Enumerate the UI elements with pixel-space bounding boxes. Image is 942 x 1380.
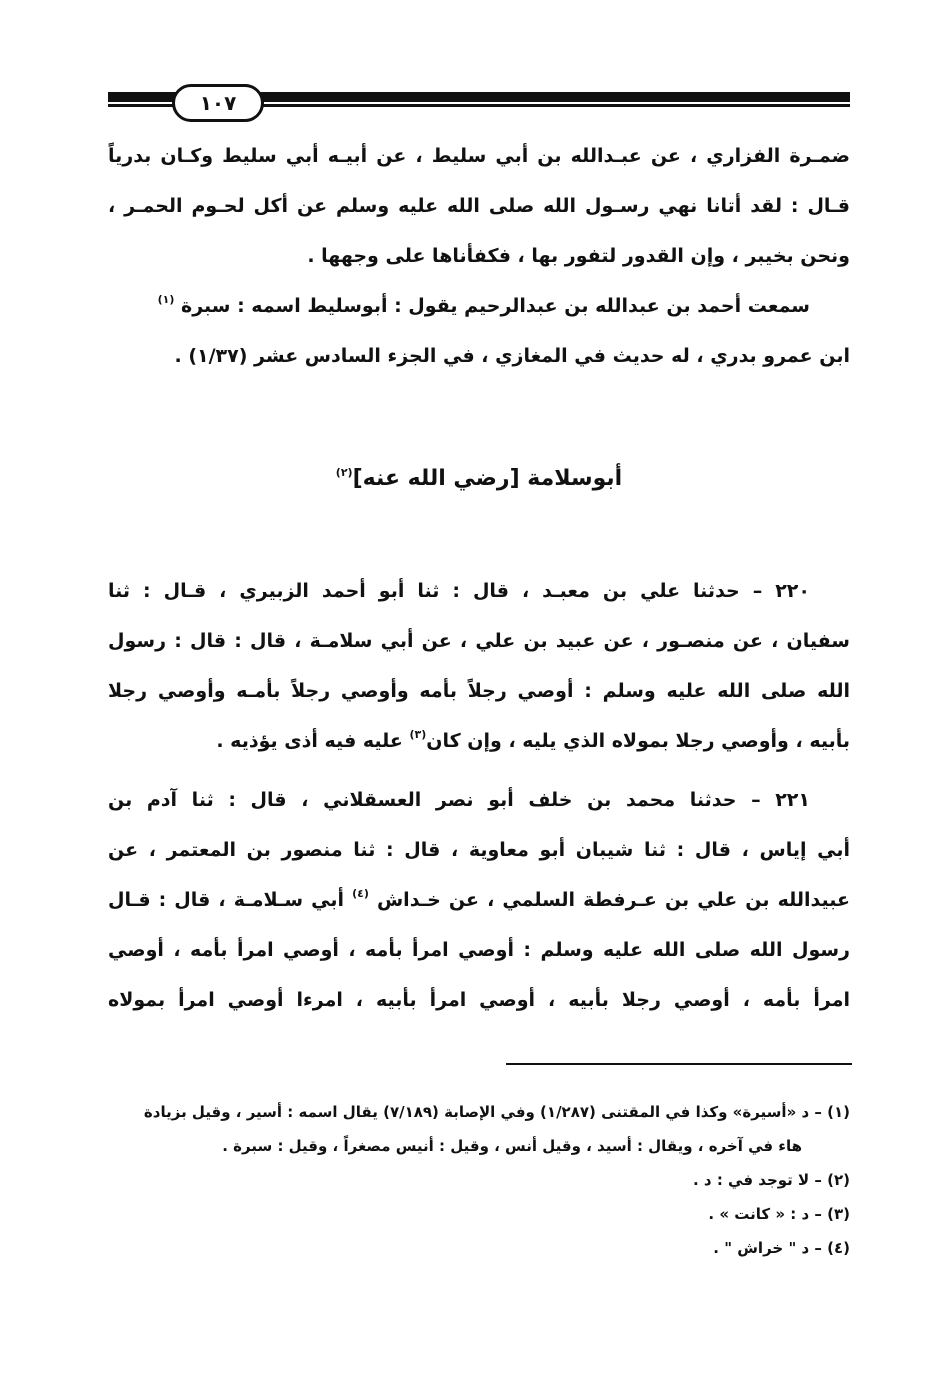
paragraph-1 <box>108 131 850 381</box>
text-line: ٢٢١ – حدثنا محمد بن خلف أبو نصر العسقلاني ، قال : ثنا آدم بن <box>108 789 810 811</box>
text-line: أبي إياس ، قال : ثنا شيبان أبو معاوية ، قال : ثنا منصور بن المعتمر ، عن <box>108 839 850 861</box>
text-line <box>108 875 850 925</box>
text-span: بأبيه ، وأوصي رجلا بمولاه الذي يليه ، وإن كان <box>426 730 850 752</box>
text-span: عليه فيه أذى يؤذيه . <box>216 730 410 752</box>
footnote-1: (١) – د «أسيرة» وكذا في المقتنى (١/٢٨٧) وفي الإصابة (٧/١٨٩) يقال اسمه : أسير ، وقيل بزيادة <box>143 1103 850 1121</box>
text-line: قـال : لقد أتانا نهي رسـول الله صلى الله عليه وسلم عن أكل لحـوم الحمـر ، <box>108 195 850 217</box>
footnote-ref: (٢) <box>335 466 353 479</box>
footnote-separator <box>506 1063 852 1065</box>
text-line: ونحن بخيبر ، وإن القدور لتفور بها ، فكفأناها على وجهها . <box>307 245 850 267</box>
hadith-221 <box>108 775 850 1025</box>
text-span: سمعت أحمد بن عبدالله بن عبدالرحيم يقول : أبوسليط اسمه : سبرة <box>174 295 810 317</box>
text-span: عبيدالله بن علي بن عـرفطة السلمي ، عن خـداش <box>368 889 850 911</box>
footnote-ref: (١) <box>157 293 175 306</box>
page-number: ١٠٧ <box>172 84 264 122</box>
text-span: أبي سـلامـة ، قال : قـال <box>108 889 353 911</box>
text-line: ضمـرة الفزاري ، عن عبـدالله بن أبي سليط ، عن أبيـه أبي سليط وكـان بدرياً <box>108 145 850 167</box>
footnote-ref: (٣) <box>409 728 427 741</box>
section-heading <box>108 466 850 491</box>
text-line: الله صلى الله عليه وسلم : أوصي رجلاً بأمه وأوصي رجلاً بأمـه وأوصي رجلا <box>108 680 850 702</box>
footnote-3: (٣) – د : « كانت » . <box>708 1205 850 1223</box>
text-line: سفيان ، عن منصـور ، عن عبيد بن علي ، عن أبي سلامـة ، قال : قال : رسول <box>108 630 850 652</box>
text-line <box>108 716 850 766</box>
hadith-220 <box>108 566 850 766</box>
footnote-4: (٤) – د " خراش " . <box>713 1239 850 1257</box>
text-line: امرأ بأمه ، أوصي رجلا بأبيه ، أوصي امرأ بأبيه ، امرءا أوصي امرأ بمولاه <box>108 989 850 1011</box>
heading-text: أبوسلامة [رضي الله عنه] <box>352 466 623 491</box>
footnote-2: (٢) – لا توجد في : د . <box>693 1171 850 1189</box>
footnote-1-continued: هاء في آخره ، ويقال : أسيد ، وقيل أنس ، وقيل : أنيس مصغراً ، وقيل : سبرة . <box>222 1137 802 1155</box>
text-line <box>108 281 850 331</box>
text-line: ابن عمرو بدري ، له حديث في المغازي ، في الجزء السادس عشر (١/٣٧) . <box>174 345 850 367</box>
page-header <box>108 84 850 126</box>
text-line: رسول الله صلى الله عليه وسلم : أوصي امرأ بأمه ، أوصي امرأ بأمه ، أوصي <box>108 939 850 961</box>
text-line: ٢٢٠ – حدثنا علي بن معبـد ، قال : ثنا أبو أحمد الزبيري ، قـال : ثنا <box>108 580 810 602</box>
footnotes <box>108 1095 850 1265</box>
footnote-ref: (٤) <box>352 887 369 900</box>
